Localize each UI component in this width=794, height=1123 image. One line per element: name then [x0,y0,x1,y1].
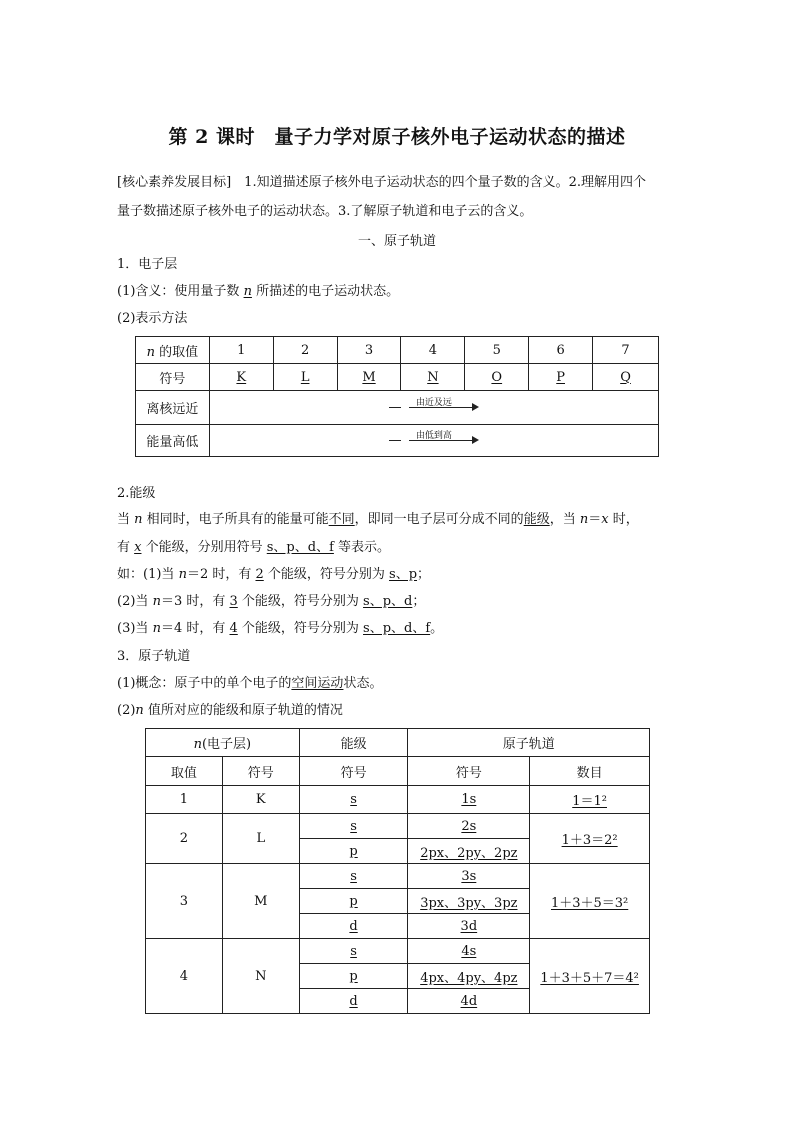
table-row [136,391,659,425]
value-cell: 1 [209,337,273,364]
symbol: L [300,369,310,385]
level-cell [299,964,408,989]
header-cell: 能级 [299,729,408,757]
orbital: 3px、3py、3pz [420,895,518,911]
goals-line-2: 量子数描述原子核外电子的运动状态。3.了解原子轨道和电子云的含义。 [117,204,533,219]
symbol-cell [209,364,273,391]
orbital: 4s [461,943,477,959]
level-cell [299,989,408,1014]
count: 1＝1² [572,794,607,809]
answer: 4 [229,621,238,636]
text: 个能级，符号分别为 [237,621,364,636]
text: (2)当 [117,594,153,609]
answer: 能级 [523,512,550,527]
text: 等表示。 [333,540,391,555]
answer: 不同 [328,512,355,527]
trend-cell [209,425,658,457]
level: p [349,968,358,984]
orbital-cell [408,839,530,864]
label: 的取值 [155,344,199,360]
text: 所描述的电子运动状态。 [251,284,400,299]
text: 有 [117,540,135,555]
label: (电子层) [201,737,252,752]
symbol: O [491,369,503,385]
shell-representation: (2)表示方法 [117,311,188,326]
energy-level-line-2 [117,539,390,557]
symbol-cell: M [222,864,299,939]
value-cell: 4 [401,337,465,364]
right-arrow-icon [389,398,479,414]
value-cell: 7 [593,337,659,364]
n-symbol: n [193,737,202,752]
orbital: 4d [460,993,478,1009]
orbital: 3s [461,868,477,884]
level: s [350,818,357,834]
arrow-label: 由近及远 [415,397,452,408]
n-symbol: n [579,512,589,527]
answer: 3 [229,594,238,609]
symbol: P [556,369,565,385]
header-cell: 符号 [299,757,408,786]
text: 相同时，电子所具有的能量可能 [142,512,329,527]
answer: s、p、d、f [266,540,334,555]
value-cell: 6 [529,337,593,364]
table-row [136,364,659,391]
text: 个能级，符号分别为 [237,594,364,609]
table-row [146,786,650,814]
orbital-cell [408,814,530,839]
symbol-cell [593,364,659,391]
shell-table [135,336,659,457]
text: 当 [117,512,135,527]
header-cell: 离核远近 [136,391,210,425]
table-row [146,757,650,786]
page-title: 第 2 课时 量子力学对原子核外电子运动状态的描述 [168,126,626,148]
orbital-cell [408,989,530,1014]
level-cell [299,939,408,964]
header-cell: 能量高低 [136,425,210,457]
example-3 [117,620,443,638]
orbital-cell [408,864,530,889]
text: ，即同一电子层可分成不同的 [354,512,524,527]
header-cell: 符号 [408,757,530,786]
value-cell: 2 [273,337,337,364]
table-row [146,864,650,889]
header-cell: 原子轨道 [408,729,650,757]
orbital-cell [408,889,530,914]
text: (1)含义：使用量子数 [117,284,244,299]
value-cell: 3 [337,337,401,364]
header-cell [146,729,300,757]
text: (2) [117,703,136,718]
text: ＝2 时，有 [186,567,256,582]
answer: s、p [389,567,418,582]
level-cell [299,864,408,889]
header-cell: 数目 [530,757,650,786]
value-cell: 3 [146,864,223,939]
trend-cell [209,391,658,425]
symbol-cell [529,364,593,391]
text: (3)当 [117,621,153,636]
table-row [146,729,650,757]
level: s [350,943,357,959]
value-cell: 2 [146,814,223,864]
example-1 [117,566,430,584]
symbol: N [427,369,439,385]
orbital-cell [408,914,530,939]
answer: s、p、d [363,594,413,609]
n-symbol: n [146,344,156,360]
symbol-cell [401,364,465,391]
text: 。 [430,621,444,636]
heading-atomic-orbital: 3．原子轨道 [117,649,191,664]
n-symbol: n [152,621,161,636]
header-cell [136,337,210,364]
text: ＝3 时，有 [160,594,230,609]
text: ； [417,567,431,582]
level-cell [299,814,408,839]
text: 值所对应的能级和原子轨道的情况 [143,703,343,718]
orbital: 4px、4py、4pz [420,970,518,986]
answer: 空间运动 [291,676,344,691]
level: p [349,893,358,909]
count-cell [530,814,650,864]
n-symbol: n [178,567,187,582]
x-symbol: x [134,540,142,555]
value-cell: 1 [146,786,223,814]
table-row [146,814,650,839]
count: 1＋3＋5＋7＝4² [540,970,639,986]
count-cell [530,939,650,1014]
arrow-label: 由低到高 [415,430,452,441]
table-row [136,425,659,457]
count: 1＋3＝2² [561,833,618,848]
text: ＝ [588,512,602,527]
goals-text-1: 1.知道描述原子核外电子运动状态的四个量子数的含义。2.理解用四个 [244,175,646,190]
header-cell: 符号 [222,757,299,786]
level-cell [299,786,408,814]
symbol-cell [337,364,401,391]
value-cell: 4 [146,939,223,1014]
count-cell [530,786,650,814]
symbol: M [362,369,376,385]
table-row [136,337,659,364]
section-heading: 一、原子轨道 [357,234,436,249]
orbital: 3d [460,918,478,934]
orbital: 2px、2py、2pz [420,845,518,861]
header-cell: 取值 [146,757,223,786]
orbital-cell [408,786,530,814]
orbital: 2s [461,818,477,834]
text: ＝4 时，有 [160,621,230,636]
level: s [350,792,357,807]
n-symbol: n [243,284,252,299]
count: 1＋3＋5＝3² [550,895,629,911]
orbital-table [145,728,650,1014]
goals-line-1 [117,174,646,192]
symbol-cell: N [222,939,299,1014]
text: ； [412,594,426,609]
level-cell [299,839,408,864]
text: 个能级，分别用符号 [141,540,267,555]
level: p [349,843,358,859]
text: 时， [608,512,639,527]
level: d [349,993,358,1009]
orbital-table-caption [117,702,343,720]
text: 状态。 [343,676,383,691]
n-symbol: n [152,594,161,609]
value-cell: 5 [465,337,529,364]
text: (1)概念：原子中的单个电子的 [117,676,292,691]
table-row [146,939,650,964]
heading-electron-shell: 1．电子层 [117,257,178,272]
energy-level-line-1 [117,511,639,529]
text: 个能级，符号分别为 [263,567,390,582]
symbol: K [236,369,247,385]
level: d [349,918,358,934]
symbol-cell: L [222,814,299,864]
goals-tag: [核心素养发展目标] [117,175,232,190]
shell-meaning [117,283,399,301]
text: 如：(1)当 [117,567,179,582]
x-symbol: x [601,512,609,527]
symbol-cell [273,364,337,391]
orbital-concept [117,675,382,693]
answer: 2 [255,567,264,582]
level: s [350,868,357,884]
header-cell: 符号 [136,364,210,391]
example-2 [117,593,425,611]
symbol-cell: K [222,786,299,814]
orbital-cell [408,939,530,964]
level-cell [299,889,408,914]
text: ，当 [549,512,580,527]
orbital-cell [408,964,530,989]
n-symbol: n [135,703,144,718]
level-cell [299,914,408,939]
n-symbol: n [134,512,143,527]
heading-energy-level: 2.能级 [117,486,156,501]
answer: s、p、d、f [363,621,431,636]
right-arrow-icon [389,431,479,447]
count-cell [530,864,650,939]
symbol-cell [465,364,529,391]
symbol: Q [620,369,631,385]
orbital: 1s [461,792,477,807]
